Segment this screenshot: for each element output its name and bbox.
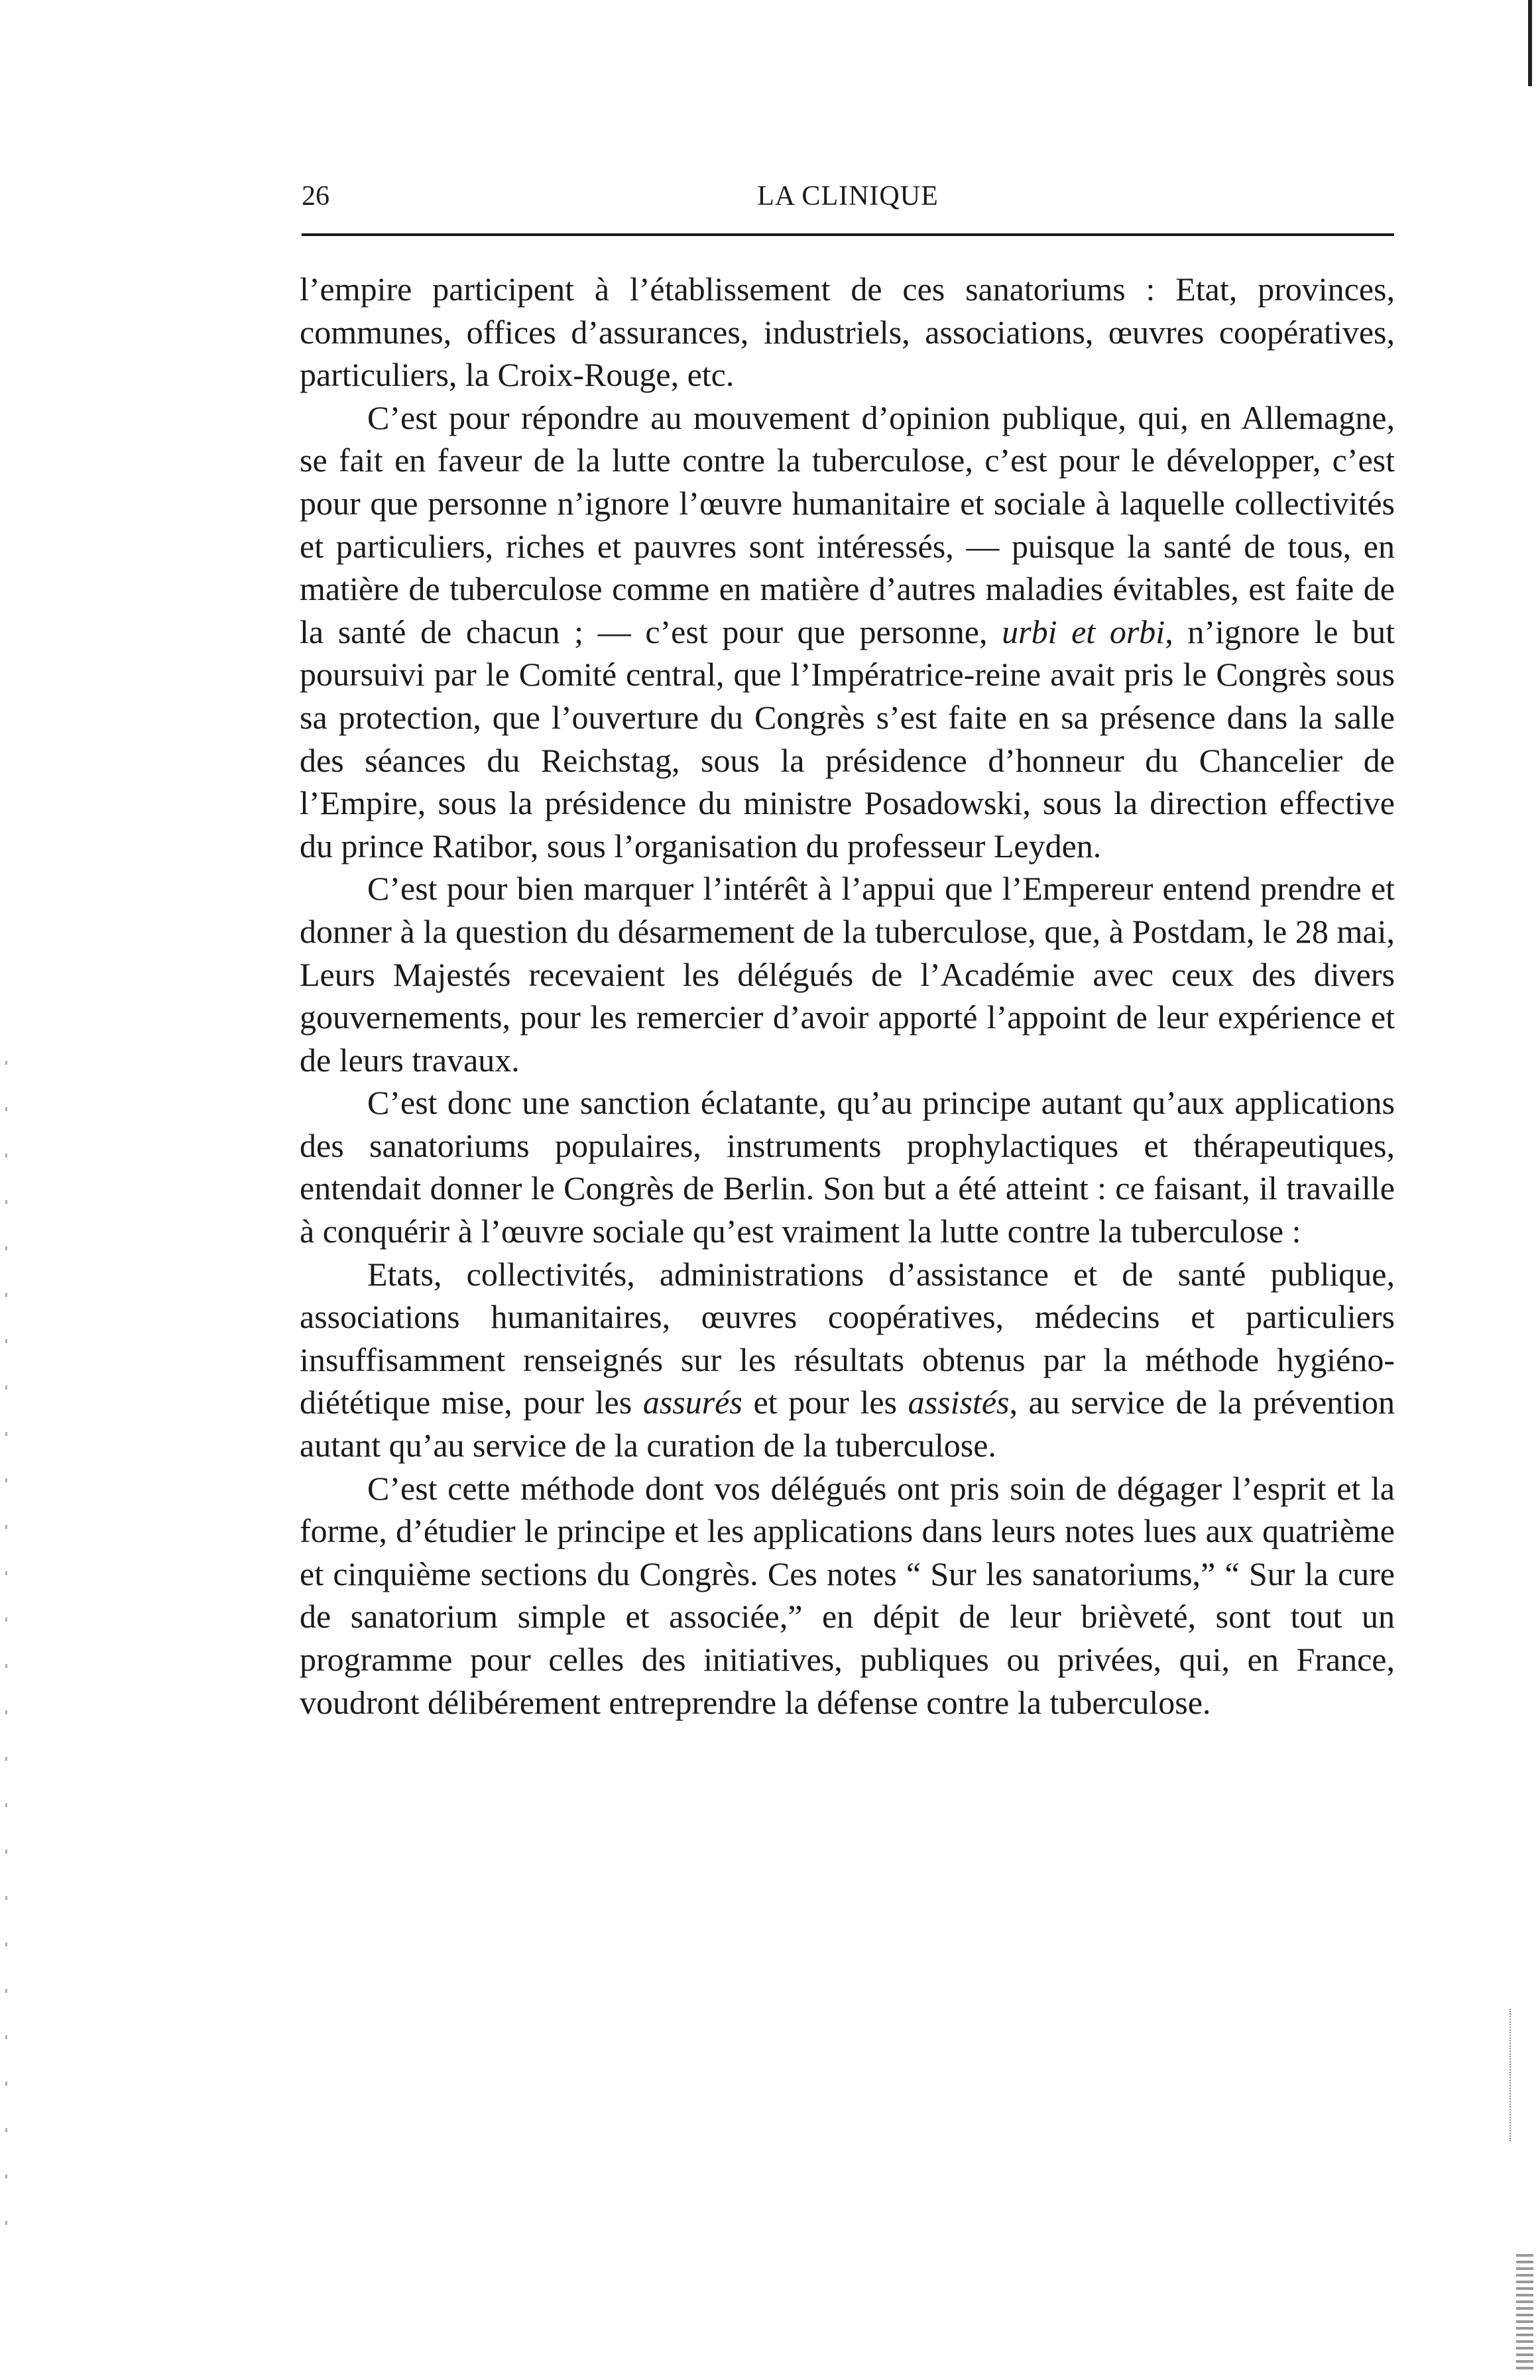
page-edge-mark — [1528, 0, 1532, 86]
paragraph-6: C’est cette méthode dont vos délégués ont pris soin de dégager l’esprit et la forme, d’étudier le principe et les applications dans leurs notes lues aux quatrième et cinquième sections du Congrès. Ces notes “ Sur les sanatoriums,” “ Sur la cure de sanatorium simple et associée,” en dépit de leur brièveté, sont tout un programme pour celles des initiatives, publiques ou privées, qui, en France, voudront délibérement entreprendre la défense contre la tuberculose. — [300, 1469, 1395, 1721]
paragraph-4: C’est donc une sanction éclatante, qu’au principe autant qu’aux applications des sanatoriums populaires, instruments prophylactiques et thérapeutiques, entendait donner le Congrès de Berlin. Son but a été atteint : ce faisant, il travaille à conquérir à l’œuvre sociale qu’est vraiment la lutte contre la tuberculose : — [300, 1084, 1395, 1250]
paragraph-5-text-b: et pour les — [742, 1384, 908, 1421]
paragraph-2-italic: urbi et orbi — [1002, 613, 1165, 650]
paragraph-5-text-a: Etats, collectivités, administrations d’assistance et de santé publique, associations humanitaires, œuvres coopératives, médecins et particuliers insuffisamment renseignés sur les résultats obtenus par la méthode hygiéno-diététique mise, pour les — [300, 1255, 1395, 1421]
paragraph-2-text-a: C’est pour répondre au mouvement d’opinion publique, qui, en Allemagne, se fait en faveur de la lutte contre la tuberculose, c’est pour le développer, c’est pour que personne n’ignore l’œuvre humanitaire et sociale à laquelle collectivités et particuliers, riches et pauvres sont intéressés, — puisque la santé de tous, en matière de tuberculose comme en matière d’autres maladies évitables, est faite de la santé de chacun ; — c’est pour que personne, — [300, 398, 1395, 650]
paragraph-5-italic-assures: assurés — [642, 1384, 742, 1421]
paragraph-2 — [300, 396, 1395, 868]
paragraph-2-text-b: , n’ignore le but poursuivi par le Comité central, que l’Impératrice-reine avait pris le Congrès sous sa protection, que l’ouverture du Congrès s’est faite en sa présence dans la salle des séances du Reichstag, sous la présidence d’honneur du Chancelier de l’Empire, sous la présidence du ministre Posadowski, sous la direction effective du prince Ratibor, sous l’organisation du professeur Leyden. — [300, 613, 1395, 864]
header-rule — [302, 233, 1394, 236]
body-text — [300, 268, 1395, 1724]
paragraph-3: C’est pour bien marquer l’intérêt à l’appui que l’Empereur entend prendre et donner à la question du désarmement de la tuberculose, que, à Postdam, le 28 mai, Leurs Majestés recevaient les délégués de l’Académie avec ceux des divers gouvernements, pour les remercier d’avoir apporté l’appoint de leur expérience et de leurs travaux. — [300, 870, 1395, 1079]
running-head — [302, 176, 1394, 216]
left-margin-specks — [5, 1061, 7, 2254]
right-margin-bottom-specks — [1516, 2254, 1533, 2373]
running-title: LA CLINIQUE — [757, 181, 939, 211]
paragraph-5 — [300, 1253, 1395, 1467]
paragraph-5-text-c: , au service de la prévention autant qu’au service de la curation de la tuberculose. — [300, 1384, 1395, 1464]
right-margin-specks — [1510, 2009, 1531, 2141]
page-number: 26 — [302, 181, 329, 211]
paragraph-1: l’empire participent à l’établissement de ces sanatoriums : Etat, provinces, communes, offices d’assurances, industriels, associations, œuvres coopératives, particuliers, la Croix-Rouge, etc. — [300, 270, 1395, 394]
paragraph-5-italic-assistes: assistés — [908, 1384, 1010, 1421]
